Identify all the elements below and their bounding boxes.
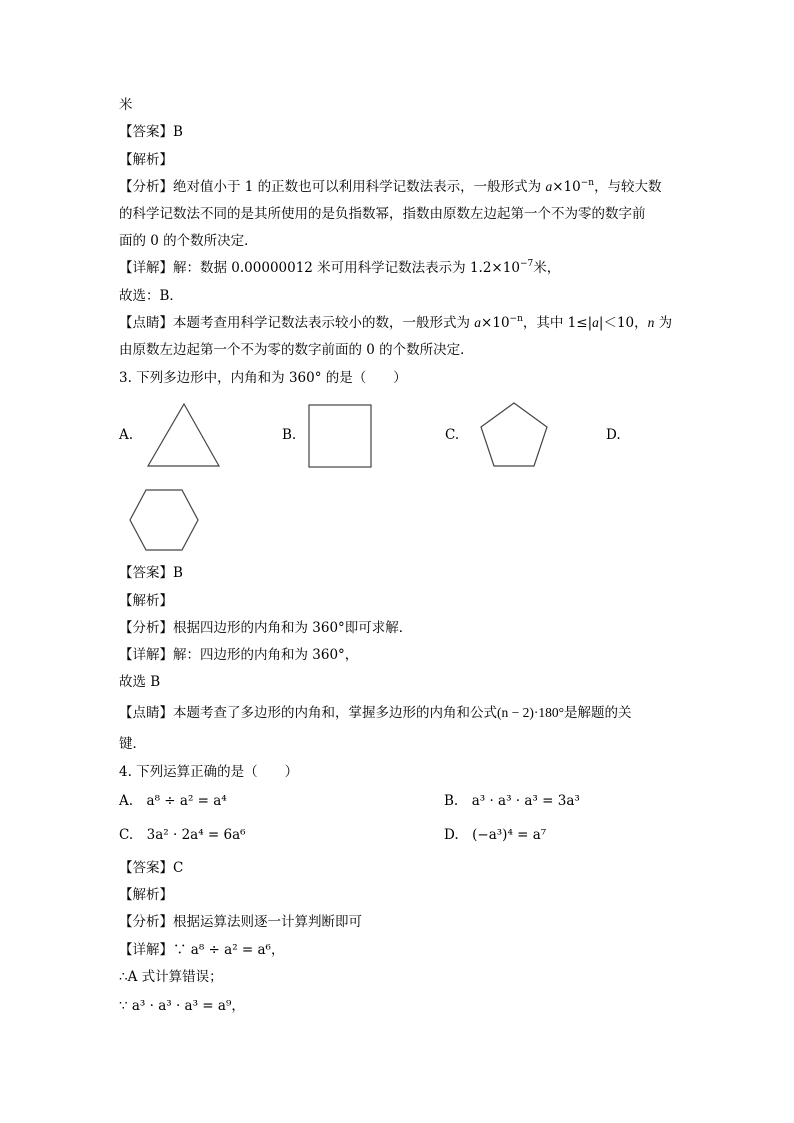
exponent: −n (509, 314, 523, 324)
math-var: a (592, 315, 599, 330)
text-span: 【详解】解：数据 0.00000012 米可用科学记数法表示为 1.2×10 (119, 260, 520, 276)
text-line: 米 (119, 97, 133, 113)
option-d-label: D. (606, 427, 621, 443)
text-line: 故选：B． (119, 288, 183, 304)
text-line: 【分析】根据运算法则逐一计算判断即可 (119, 914, 362, 930)
option-b-label: B. (282, 427, 297, 443)
triangle-shape (146, 402, 222, 468)
text-line: 由原数左边起第一个不为零的数字前面的 0 的个数所决定． (119, 342, 474, 358)
exponent: −n (580, 178, 595, 188)
text-line: 故选 B (119, 674, 161, 690)
q4-option-c: C. 3a² · 2a⁴ = 6a⁶ (119, 827, 246, 843)
text-span: 【分析】绝对值小于 1 的正数也可以利用科学记数法表示，一般形式为 (119, 179, 546, 195)
text-line: ∴A 式计算错误； (119, 969, 223, 985)
text-line (119, 258, 560, 278)
answer-label: 【答案】B (119, 565, 183, 581)
text-line: 【详解】解：四边形的内角和为 360°， (119, 647, 359, 663)
q4-option-d: D. (−a³)⁴ = a⁷ (444, 827, 547, 843)
answer-label: 【答案】C (119, 860, 184, 876)
text-span: ×10 (481, 315, 510, 331)
text-span: 【点睛】本题考查了多边形的内角和，掌握多边形的内角和公式 (119, 705, 497, 721)
text-span: 米， (533, 260, 561, 276)
answer-label: 【答案】B (119, 124, 183, 140)
text-span: |＜10， (598, 315, 648, 331)
text-span: 为 (654, 315, 673, 331)
formula: (n − 2)·180° (497, 705, 564, 720)
text-line: ∵ a³ · a³ · a³ = a⁹， (119, 998, 245, 1014)
text-line: 面的 0 的个数所决定． (119, 233, 258, 249)
math-var: a (474, 315, 482, 330)
option-a-label: A. (119, 427, 134, 443)
pentagon-shape (478, 401, 550, 469)
math-var: n (647, 315, 655, 330)
q4-option-a: A. a⁸ ÷ a² = a⁴ (119, 793, 227, 809)
question-4: 4. 下列运算正确的是（ ） (119, 764, 299, 780)
option-c-label: C. (445, 427, 460, 443)
q4-option-b: B. a³ · a³ · a³ = 3a³ (444, 793, 580, 809)
text-line (119, 177, 662, 197)
text-line: 【详解】∵ a⁸ ÷ a² = a⁶， (119, 942, 285, 958)
analysis-label: 【解析】 (119, 593, 173, 609)
text-span: ，与较大数 (594, 179, 662, 195)
square-shape (307, 403, 373, 468)
question-3: 3. 下列多边形中，内角和为 360° 的是（ ） (119, 370, 407, 386)
hexagon-shape (128, 488, 200, 552)
analysis-label: 【解析】 (119, 887, 173, 903)
text-span: 【点睛】本题考查用科学记数法表示较小的数，一般形式为 (119, 315, 475, 331)
exponent: −7 (519, 259, 534, 269)
math-var: a (545, 179, 553, 194)
text-line: 的科学记数法不同的是其所使用的是负指数幂，指数由原数左边起第一个不为零的数字前 (119, 206, 646, 222)
text-line: 【分析】根据四边形的内角和为 360°即可求解． (119, 620, 413, 636)
text-span: 是解题的关 (564, 705, 632, 721)
text-line (119, 703, 632, 723)
analysis-label: 【解析】 (119, 152, 173, 168)
text-line: 键． (119, 736, 146, 752)
text-span: ×10 (552, 179, 581, 195)
text-span: ，其中 1≤| (522, 315, 593, 331)
text-line (119, 313, 672, 333)
